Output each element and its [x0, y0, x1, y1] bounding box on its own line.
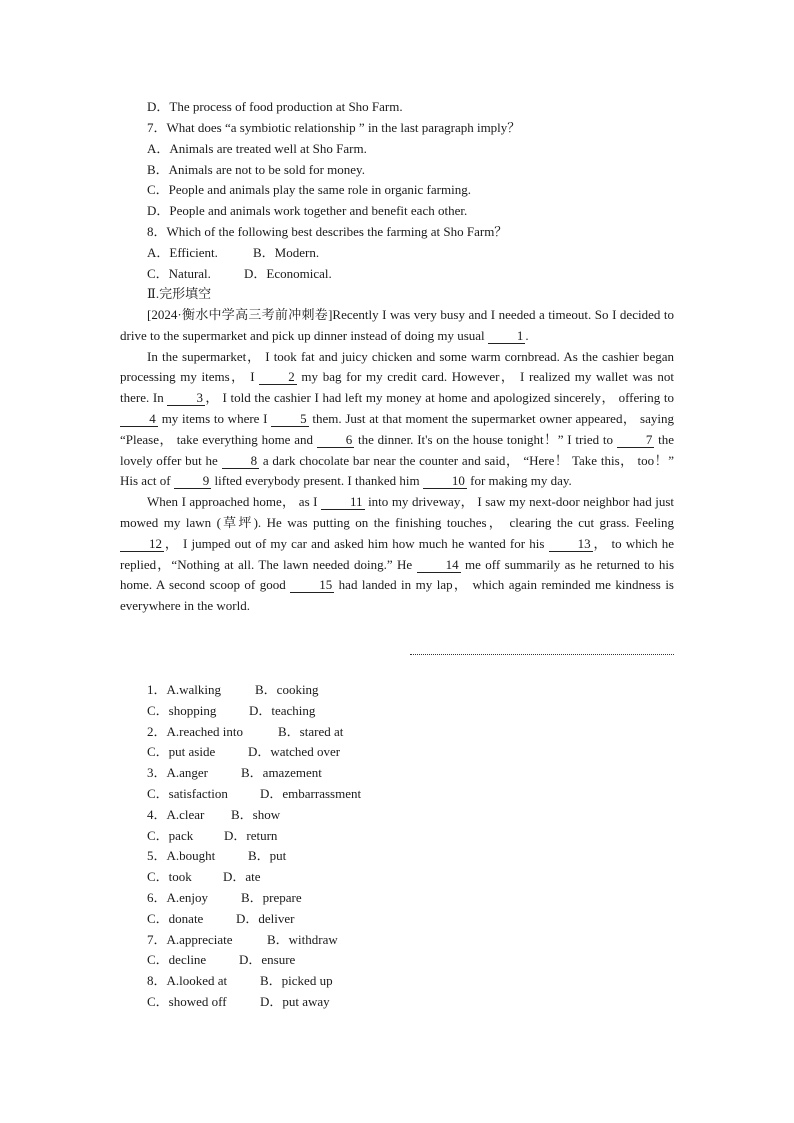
option-row: 8．A.looked at B．picked up [147, 973, 333, 988]
question-6-option-d: D．The process of food production at Sho Farm. [147, 99, 403, 114]
dotted-divider [410, 654, 674, 655]
question-8-option-a: A．Efficient. [147, 245, 218, 260]
cloze-passage [120, 305, 674, 617]
option-row: 4．A.clear B．show [147, 807, 281, 822]
option-row: C．decline D．ensure [147, 952, 296, 967]
blank-3: 3 [167, 391, 205, 406]
option-row: C．shopping D．teaching [147, 703, 316, 718]
blank-4: 4 [120, 412, 158, 427]
section-title: Ⅱ.完形填空 [147, 286, 212, 301]
question-8-options-row2 [147, 266, 332, 282]
blank-11: 11 [321, 495, 365, 510]
option-row: 6．A.enjoy B．prepare [147, 890, 302, 905]
blank-9: 9 [174, 474, 212, 489]
passage-paragraph-1: [2024·衡水中学高三考前冲刺卷]Recently I was very busy and I needed a timeout. So I decided to drive to the supermarket and pick up dinner instead of doing my usual 1 . [120, 307, 674, 343]
option-row: C．showed off D．put away [147, 994, 330, 1009]
question-7-option-b: B．Animals are not to be sold for money. [147, 162, 365, 177]
question-8-stem: 8．Which of the following best describes the farming at Sho Farm？ [147, 224, 508, 239]
option-row: 3．A.anger B．amazement [147, 765, 322, 780]
passage-paragraph-2: In the supermarket， I took fat and juicy chicken and some warm cornbread. As the cashier began processing my items， I 2 my bag for my credit card. However， I realized my wallet was not there. In 3 ， I told the cashier I had left my money at home and apologized sincerely， offering to 4 my items to where I 5 them. Just at that moment the supermarket owner appeared， saying “Please， take everything home and 6 the dinner. It's on the house tonight！” I tried to 7 the lovely offer but he 8 a dark chocolate bar near the counter and said， “Here！ Take this， too！” His act of 9 lifted everybody present. I thanked him 10 for making my day. [120, 348, 674, 489]
option-row: 1．A.walking B．cooking [147, 682, 319, 697]
blank-7: 7 [617, 433, 655, 448]
blank-2: 2 [259, 370, 297, 385]
blank-15: 15 [290, 578, 334, 593]
blank-14: 14 [417, 558, 461, 573]
question-8-options-row1 [147, 245, 320, 261]
passage-paragraph-3: When I approached home， as I 11 into my driveway， I saw my next-door neighbor had just mowed my lawn (草坪). He was putting on the finishing touches， clearing the cut grass. Feeling 12 ， I jumped out of my car and asked him how much he wanted for his 13 ， to which he replied，“Nothing at all. The lawn needed doing.” He 14 me off summarily as he returned to his home. A second scoop of good 15 had landed in my lap， which again reminded me kindness is everywhere in the world. [120, 494, 675, 614]
question-7-option-c: C．People and animals play the same role in organic farming. [147, 182, 471, 197]
question-8-option-d: D．Economical. [244, 266, 332, 281]
blank-12: 12 [120, 537, 164, 552]
question-7-stem: 7．What does “a symbiotic relationship ” in the last paragraph imply？ [147, 120, 521, 135]
option-row: C．pack D．return [147, 828, 278, 843]
question-8-option-b: B．Modern. [253, 245, 320, 260]
question-7-option-a: A．Animals are treated well at Sho Farm. [147, 141, 367, 156]
passage-source: [2024·衡水中学高三考前冲刺卷] [147, 307, 333, 322]
option-row: C．took D．ate [147, 869, 261, 884]
blank-13: 13 [549, 537, 593, 552]
option-row: C．donate D．deliver [147, 911, 295, 926]
blank-10: 10 [423, 474, 467, 489]
option-row: C．satisfaction D．embarrassment [147, 786, 362, 801]
option-row: 7．A.appreciate B．withdraw [147, 932, 338, 947]
option-row: 2．A.reached into B．stared at [147, 724, 344, 739]
blank-8: 8 [222, 454, 260, 469]
blank-6: 6 [317, 433, 355, 448]
blank-5: 5 [271, 412, 309, 427]
question-8-option-c: C．Natural. [147, 266, 211, 281]
option-row: C．put aside D．watched over [147, 744, 341, 759]
blank-1: 1 [488, 329, 526, 344]
question-7-option-d: D．People and animals work together and benefit each other. [147, 203, 468, 218]
option-row: 5．A.bought B．put [147, 848, 287, 863]
